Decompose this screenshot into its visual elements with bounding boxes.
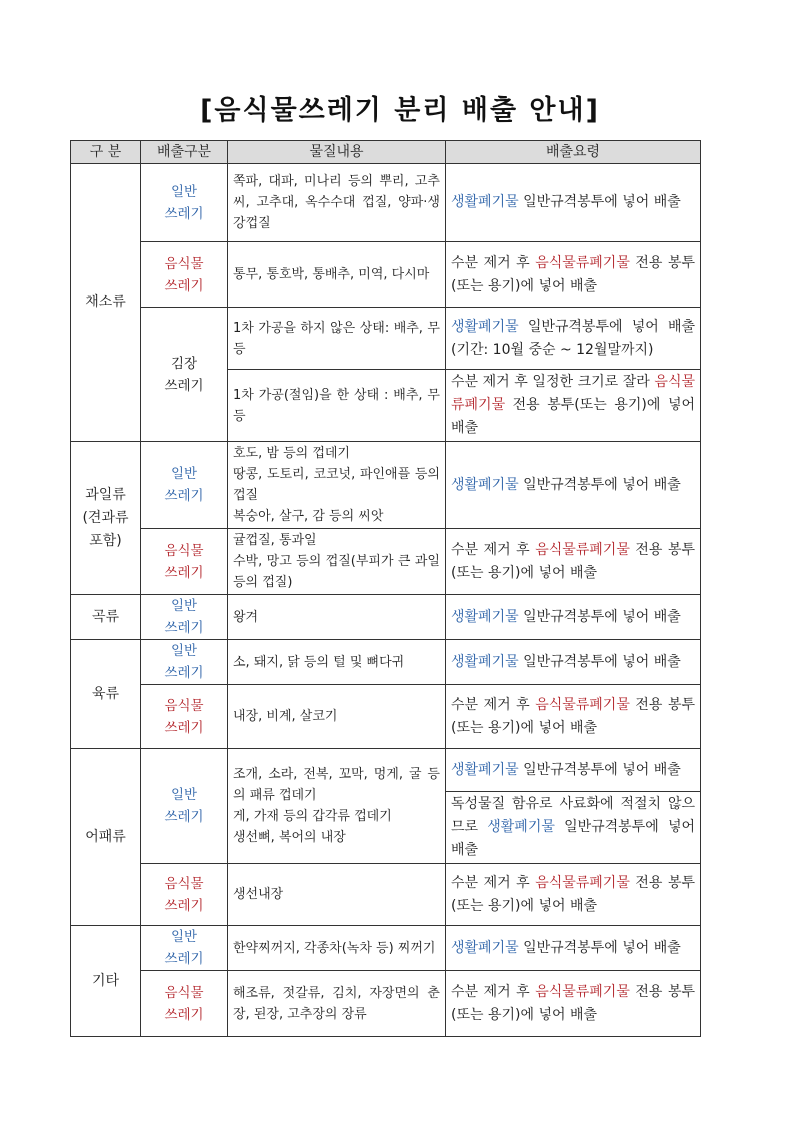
type-label-line: 음식물 [164,697,204,714]
table-row [71,595,701,640]
type-label-line: 쓰레기 [164,897,204,914]
category-line: 과일류 [85,486,126,503]
type-label-line: 쓰레기 [164,620,204,636]
keyword-general-waste: 생활폐기물 [451,761,519,778]
type-general [141,926,228,971]
type-label-line: 김장 [170,355,198,372]
type-food [141,864,228,926]
keyword-food-waste: 음식물류폐기물 [451,374,695,413]
method-post: 전용 봉투(또는 용기)에 넣어 배출 [451,696,695,736]
method-text [446,685,701,749]
category-line: 포함) [89,532,122,549]
material-text: 생선내장 [228,864,446,926]
method-text [446,529,701,595]
material-text: 1차 가공을 하지 않은 상태: 배추, 무 등 [228,308,446,370]
material-text [228,749,446,864]
keyword-food-waste: 음식물류폐기물 [535,874,630,891]
method-text [446,242,701,308]
type-food [141,685,228,749]
method-text [446,370,701,442]
header-method: 배출요령 [446,141,701,164]
method-text [446,308,701,370]
keyword-food-waste: 음식물류폐기물 [535,983,630,1000]
material-line: 호도, 밤 등의 껍데기 [233,446,350,461]
method-text [446,792,701,864]
method-pre: 수분 제거 후 [451,696,536,713]
method-post: 전용 봉투(또는 용기)에 넣어 배출 [451,874,695,914]
method-text [446,864,701,926]
method-pre: 수분 제거 후 [451,254,536,271]
type-label-line: 일반 [170,466,198,482]
table-row [71,749,701,792]
table-row [71,529,701,595]
type-label-line: 쓰레기 [164,488,204,504]
method-post: 일반규격봉투에 넣어 배출 [518,608,681,625]
material-text: 소, 돼지, 닭 등의 털 및 뼈다귀 [228,640,446,685]
table-row [71,308,701,370]
material-line: 귤껍질, 통과일 [233,533,317,548]
method-post: 일반규격봉투에 넣어 배출(기간: 10월 중순 ~ 12월말까지) [451,318,695,358]
method-post: 전용 봉투(또는 용기)에 넣어 배출 [451,541,695,581]
type-food [141,529,228,595]
type-label-line: 쓰레기 [164,564,204,581]
type-label-line: 음식물 [164,542,204,559]
keyword-food-waste: 음식물류폐기물 [535,696,630,713]
method-text [446,749,701,792]
material-text: 1차 가공(절임)을 한 상태 : 배추, 무 등 [228,370,446,442]
type-label-line: 쓰레기 [164,665,204,681]
type-food [141,971,228,1037]
category-seafood: 어패류 [71,749,141,926]
material-text: 한약찌꺼지, 각종차(녹차 등) 찌꺼기 [228,926,446,971]
type-general [141,595,228,640]
table-row [71,971,701,1037]
type-general [141,749,228,864]
keyword-general-waste: 생활폐기물 [451,939,519,956]
type-label-line: 쓰레기 [164,205,204,222]
material-line: 복숭아, 살구, 감 등의 씨앗 [233,509,384,524]
table-row [71,864,701,926]
type-label-line: 쓰레기 [164,719,204,736]
type-general [141,442,228,529]
page-title: [음식물쓰레기 분리 배출 안내] [200,95,600,126]
material-line: 땅콩, 도토리, 코코넛, 파인애플 등의 껍질 [233,467,440,503]
keyword-food-waste: 음식물류폐기물 [535,541,630,558]
material-text: 통무, 통호박, 통배추, 미역, 다시마 [228,242,446,308]
type-label-line: 쓰레기 [164,951,204,967]
keyword-general-waste: 생활폐기물 [451,608,519,625]
method-text [446,640,701,685]
method-pre: 수분 제거 후 [451,983,536,1000]
keyword-general-waste: 생활폐기물 [451,476,519,493]
type-label-line: 일반 [170,929,198,945]
material-line: 생선뼈, 복어의 내장 [233,830,346,845]
material-line: 수박, 망고 등의 껍질(부피가 큰 과일 등의 껍질) [233,554,440,590]
material-text: 해조류, 젓갈류, 김치, 자장면의 춘장, 된장, 고추장의 장류 [228,971,446,1037]
material-text: 왕겨 [228,595,446,640]
method-text [446,595,701,640]
type-label-line: 일반 [170,643,198,659]
type-label-line: 일반 [170,183,198,200]
method-post: 전용 봉투(또는 용기)에 넣어 배출 [451,254,695,294]
category-line: (견과류 [82,509,129,526]
keyword-food-waste: 음식물류폐기물 [535,254,630,271]
material-line: 조개, 소라, 전복, 꼬막, 멍게, 굴 등의 패류 껍데기 [233,767,440,803]
material-line: 게, 가재 등의 갑각류 껍데기 [233,809,392,824]
type-label-line: 쓰레기 [164,809,204,825]
type-general [141,640,228,685]
category-vegetables: 채소류 [71,164,141,442]
type-label-line: 음식물 [164,255,204,272]
method-text [446,442,701,529]
material-text [228,442,446,529]
table-row [71,926,701,971]
type-label-line: 쓰레기 [164,1006,204,1023]
method-post: 일반규격봉투에 넣어 배출 [518,761,681,778]
material-text: 쪽파, 대파, 미나리 등의 뿌리, 고추씨, 고추대, 옥수수대 껍질, 양파·생강껍질 [228,164,446,242]
header-category: 구 분 [71,141,141,164]
food-waste-disposal-table [70,140,701,1037]
method-post: 일반규격봉투에 넣어 배출 [518,939,681,956]
method-pre: 수분 제거 후 [451,541,536,558]
category-grains: 곡류 [71,595,141,640]
method-pre: 수분 제거 후 일정한 크기로 잘라 [451,374,655,390]
header-row [71,141,701,164]
method-post: 일반규격봉투에 넣어 배출 [518,194,681,210]
type-label-line: 쓰레기 [164,377,204,394]
header-materials: 물질내용 [228,141,446,164]
keyword-general-waste: 생활폐기물 [451,653,519,670]
table-row [71,164,701,242]
table-row [71,442,701,529]
type-food [141,242,228,308]
category-meat: 육류 [71,640,141,749]
type-label-line: 음식물 [164,875,204,892]
method-post: 전용 봉투(또는 용기)에 넣어 배출 [451,397,695,436]
type-label-line: 음식물 [164,984,204,1001]
method-text [446,926,701,971]
method-pre: 독성물질 함유로 사료화에 적절치 않으므로 [451,796,695,835]
method-post: 전용 봉투(또는 용기)에 넣어 배출 [451,983,695,1023]
type-label-line: 일반 [170,598,198,614]
table-row [71,685,701,749]
method-post: 일반규격봉투에 넣어 배출 [518,476,681,493]
keyword-general-waste: 생활폐기물 [487,819,555,835]
method-post: 일반규격봉투에 넣어 배출 [518,653,681,670]
header-disposal-type: 배출구분 [141,141,228,164]
type-label-line: 일반 [170,787,198,803]
type-general [141,164,228,242]
keyword-general-waste: 생활폐기물 [451,318,519,335]
type-kimjang [141,308,228,442]
method-pre: 수분 제거 후 [451,874,536,891]
type-label-line: 쓰레기 [164,277,204,294]
table-row [71,242,701,308]
table-row [71,640,701,685]
method-text [446,971,701,1037]
category-other: 기타 [71,926,141,1037]
category-fruits [71,442,141,595]
material-text [228,529,446,595]
material-text: 내장, 비계, 살코기 [228,685,446,749]
method-text [446,164,701,242]
method-post: 일반규격봉투에 넣어 배출 [451,819,695,858]
keyword-general-waste: 생활폐기물 [451,194,519,210]
